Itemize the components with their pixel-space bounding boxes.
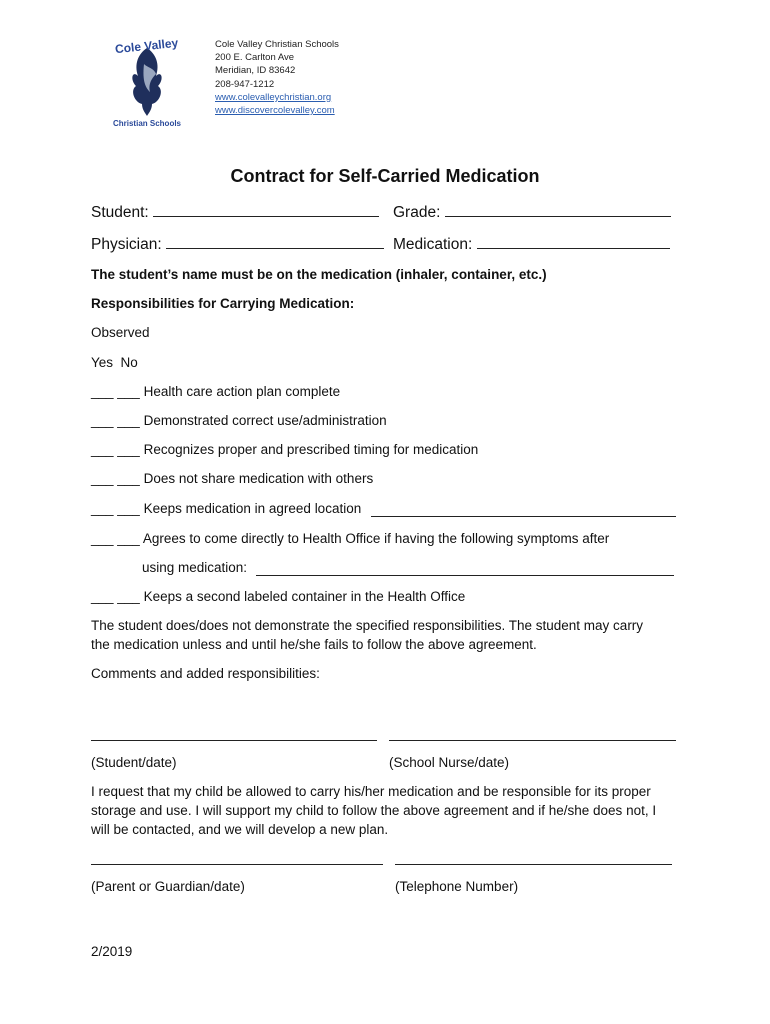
revision-date: 2/2019: [91, 944, 133, 959]
student-date-label: (Student/date): [91, 755, 177, 770]
responsibilities-heading: Responsibilities for Carrying Medication:: [91, 296, 355, 311]
symptoms-continuation: using medication:: [142, 560, 248, 575]
yes-no-blank[interactable]: ___ ___: [91, 384, 140, 399]
name-notice: The student’s name must be on the medication (inhaler, container, etc.): [91, 267, 547, 282]
student-blank[interactable]: [153, 203, 379, 217]
yes-no-blank[interactable]: ___ ___: [91, 413, 140, 428]
logo-bottom-text: Christian Schools: [112, 119, 182, 128]
checklist-item-text: Demonstrated correct use/administration: [143, 413, 387, 428]
medication-field: [393, 235, 670, 254]
physician-blank[interactable]: [166, 235, 384, 249]
grade-field: [393, 203, 671, 222]
request-paragraph-line: will be contacted, and we will develop a new plan.: [91, 822, 389, 837]
checklist-item: [91, 471, 373, 486]
checklist-item: [91, 589, 465, 604]
student-signature-line[interactable]: [91, 740, 377, 741]
school-website-link-2[interactable]: www.discovercolevalley.com: [215, 105, 335, 117]
yes-no-label: Yes No: [91, 355, 138, 370]
yes-no-blank[interactable]: ___ ___: [91, 442, 140, 457]
medication-blank[interactable]: [477, 235, 670, 249]
yes-no-blank[interactable]: ___ ___: [91, 501, 140, 516]
form-title: Contract for Self-Carried Medication: [230, 166, 540, 186]
school-name: Cole Valley Christian Schools: [215, 39, 339, 50]
checklist-item: [91, 501, 361, 516]
checklist-item-text: Does not share medication with others: [143, 471, 374, 486]
school-logo-graphic: [108, 34, 186, 130]
checklist-item-text: Health care action plan complete: [143, 384, 341, 399]
yes-no-blank[interactable]: ___ ___: [91, 589, 140, 604]
student-field: [91, 203, 379, 222]
medication-label: Medication:: [393, 236, 473, 253]
logo-top-text: Cole Valley: [114, 35, 179, 57]
parent-signature-line[interactable]: [91, 864, 383, 865]
location-blank[interactable]: [371, 516, 676, 517]
demonstrate-paragraph-line: The student does/does not demonstrate the specified responsibilities. The student may carry: [91, 618, 644, 633]
school-phone: 208-947-1212: [215, 78, 275, 90]
school-address: [215, 38, 339, 117]
request-paragraph-line: I request that my child be allowed to carry his/her medication and be responsible for its proper: [91, 784, 651, 799]
school-logo: [108, 34, 186, 130]
school-street: 200 E. Carlton Ave: [215, 52, 295, 64]
demonstrate-paragraph-line: the medication unless and until he/she fails to follow the above agreement.: [91, 637, 537, 652]
checklist-item-text: Keeps medication in agreed location: [143, 501, 362, 516]
checklist-item: [91, 531, 609, 546]
symptoms-blank[interactable]: [256, 575, 674, 576]
observed-label: Observed: [91, 325, 150, 340]
checklist-item: [91, 413, 387, 428]
checklist-item: [91, 442, 478, 457]
checklist-item-text: Agrees to come directly to Health Office if having the following symptoms after: [142, 531, 610, 546]
physician-field: [91, 235, 384, 254]
yes-no-blank[interactable]: ___ ___: [91, 471, 140, 486]
comments-label: Comments and added responsibilities:: [91, 666, 320, 681]
parent-date-label: (Parent or Guardian/date): [91, 879, 245, 894]
school-city: Meridian, ID 83642: [215, 65, 296, 77]
student-label: Student:: [91, 204, 149, 221]
checklist-item-text: Keeps a second labeled container in the Health Office: [143, 589, 466, 604]
grade-blank[interactable]: [445, 203, 671, 217]
checklist-item-text: Recognizes proper and prescribed timing for medication: [143, 442, 479, 457]
telephone-line[interactable]: [395, 864, 672, 865]
grade-label: Grade:: [393, 204, 441, 221]
school-website-link[interactable]: www.colevalleychristian.org: [215, 91, 332, 103]
nurse-signature-line[interactable]: [389, 740, 676, 741]
physician-label: Physician:: [91, 236, 162, 253]
telephone-label: (Telephone Number): [395, 879, 519, 894]
request-paragraph-line: storage and use. I will support my child to follow the above agreement and if he/she does not, I: [91, 803, 657, 818]
checklist-item: [91, 384, 340, 399]
yes-no-blank[interactable]: ___ ___: [91, 531, 140, 546]
nurse-date-label: (School Nurse/date): [389, 755, 510, 770]
